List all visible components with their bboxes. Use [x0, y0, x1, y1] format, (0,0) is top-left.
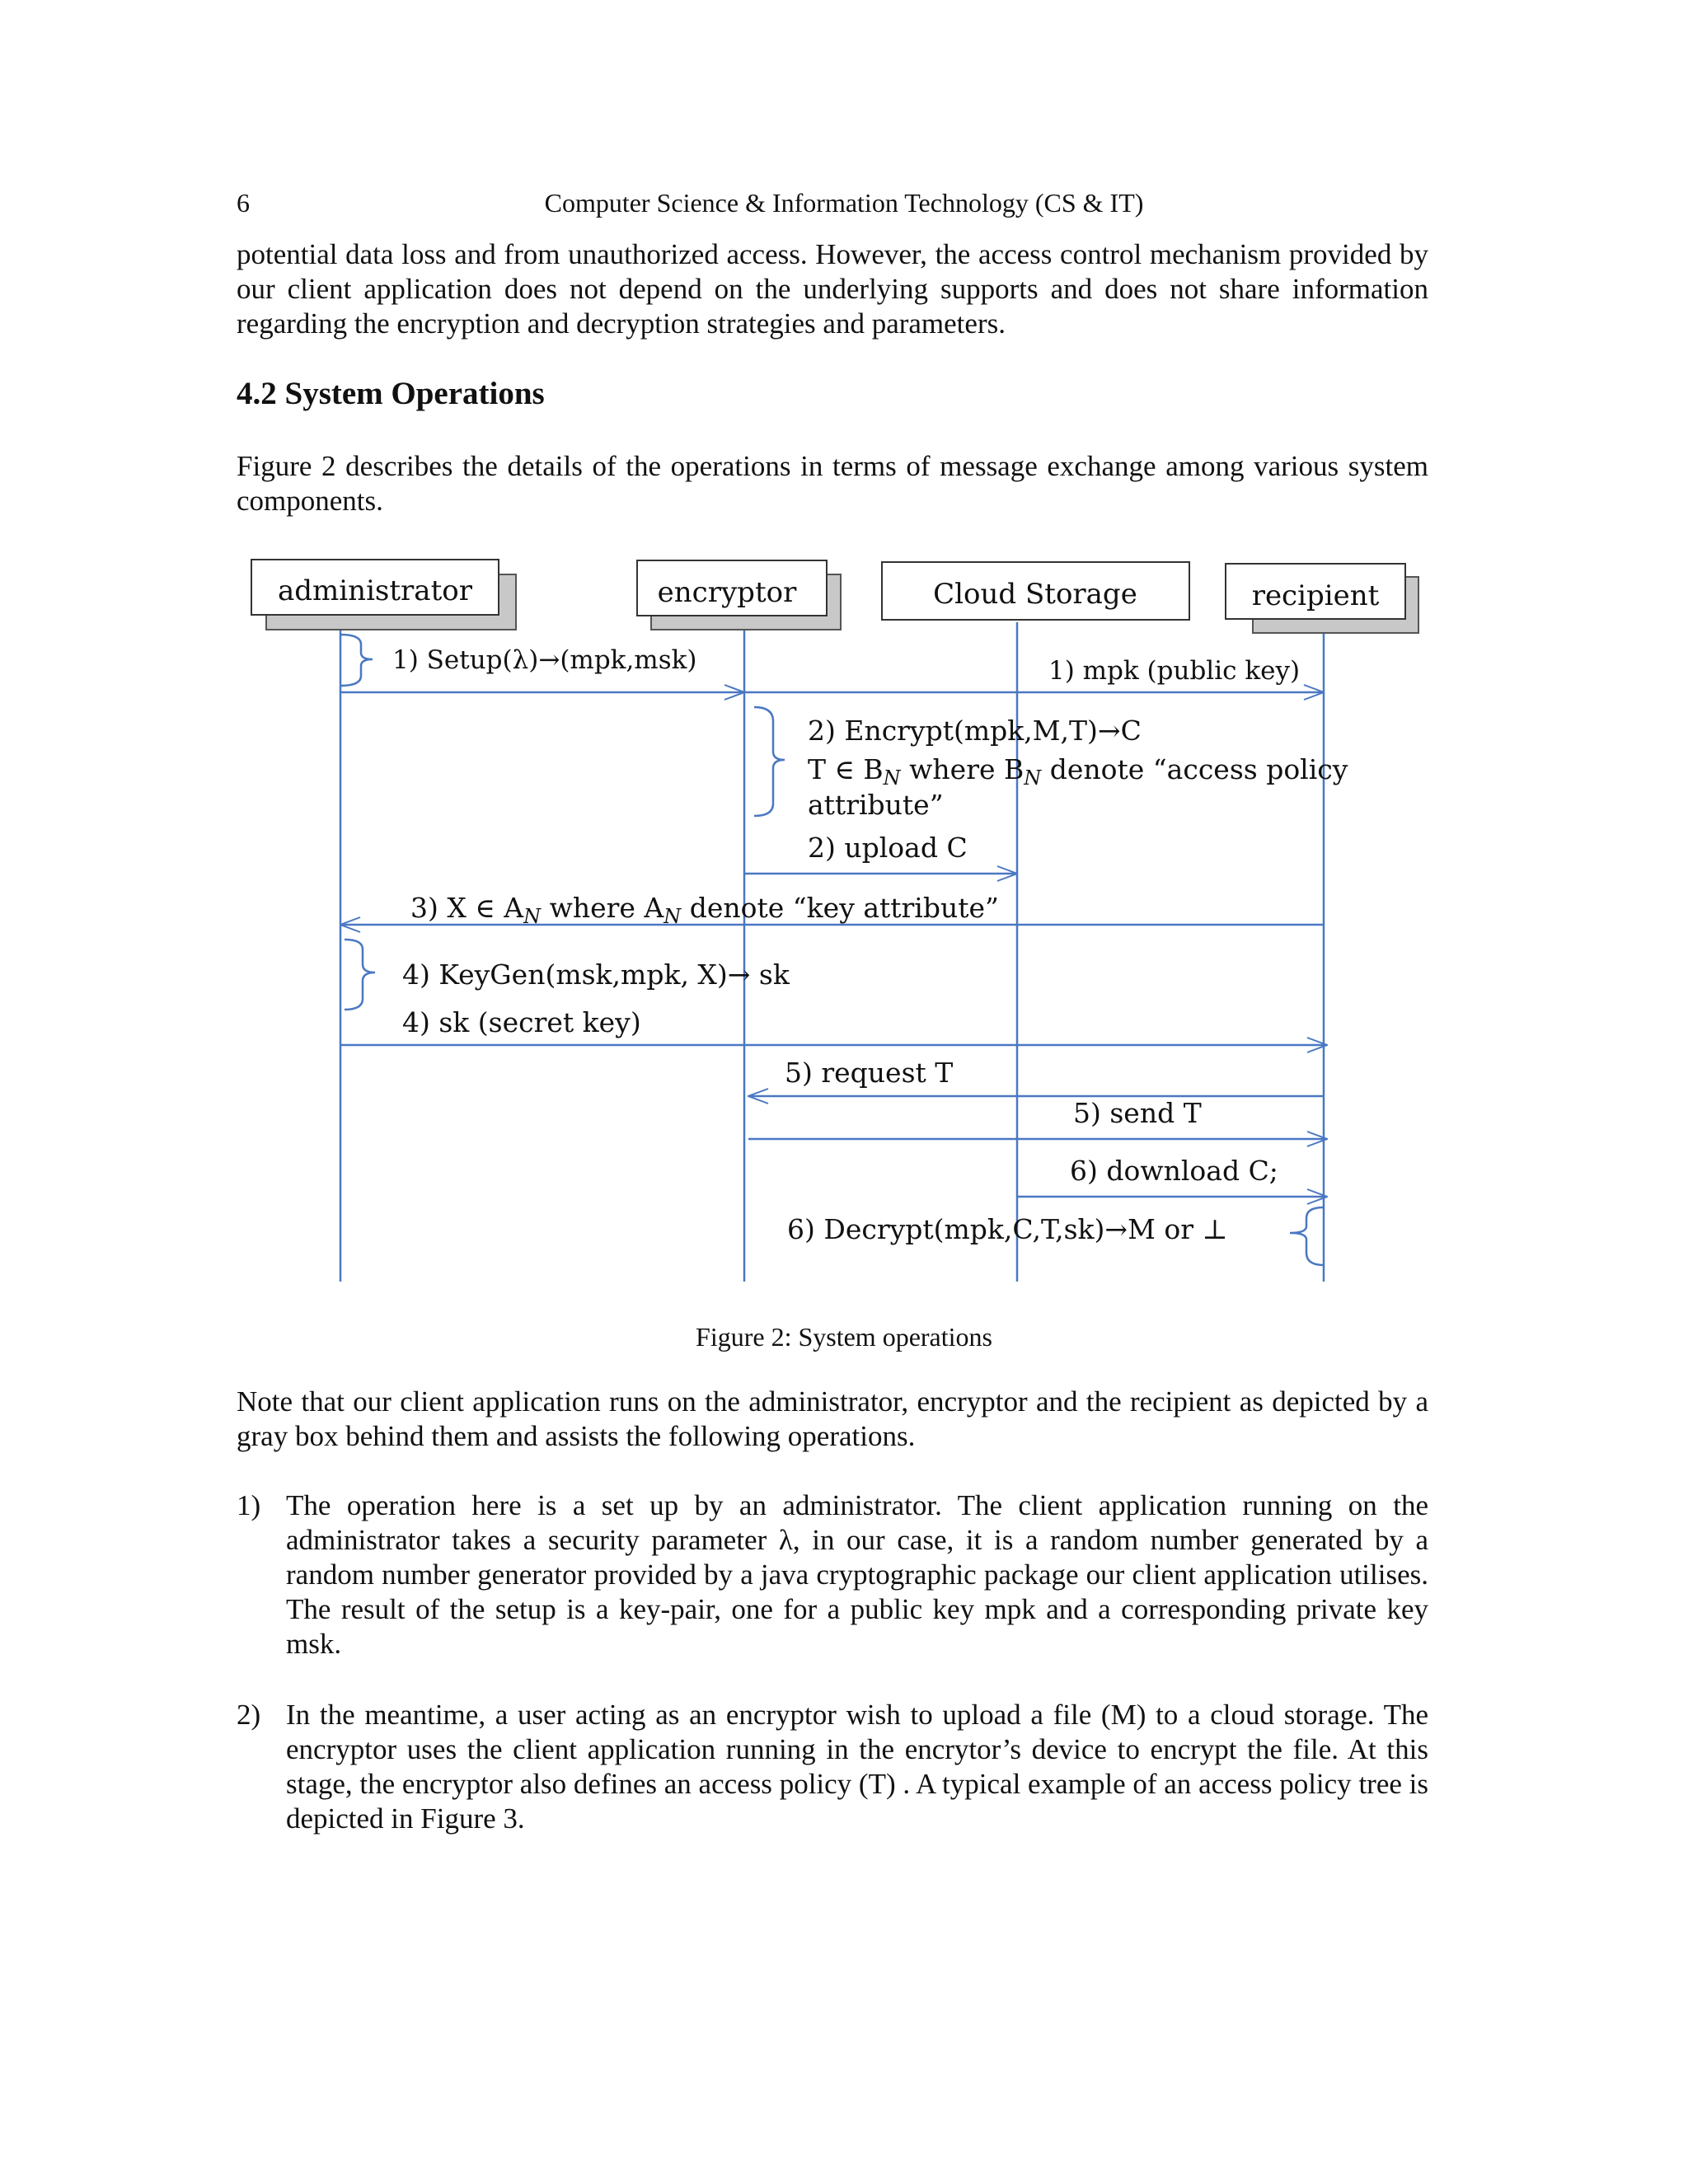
brace-encrypt	[754, 707, 785, 816]
note-paragraph: Note that our client application runs on the administrator, encryptor and the recipient as depicted by a gray box behind them and assists the following operations.	[237, 1385, 1428, 1452]
list-item-number: 2)	[237, 1699, 261, 1731]
list-item	[237, 1488, 1428, 1670]
list-item-number: 1)	[237, 1489, 261, 1521]
brace-keygen	[345, 940, 375, 1010]
msg-encrypt: 2) Encrypt(mpk,M,T)→C	[808, 715, 1142, 747]
actor-administrator	[251, 560, 516, 630]
figure-reference-paragraph: Figure 2 describes the details of the operations in terms of message exchange among various system components.	[237, 450, 1428, 517]
msg-request-t: 5) request T	[785, 1057, 954, 1089]
msg-keygen: 4) KeyGen(msk,mpk, X)→ sk	[402, 958, 790, 991]
actor-recipient	[1226, 564, 1418, 633]
msg-download-c: 6) download C;	[1070, 1155, 1278, 1187]
actor-cloud-storage-label: Cloud Storage	[933, 578, 1137, 611]
brace-decrypt	[1290, 1207, 1324, 1265]
list-item-text: In the meantime, a user acting as an encryptor wish to upload a file (M) to a cloud storage. The encryptor uses the client application running in the encrytor’s device to encrypt the file. At this stage, the encryptor also defines an access policy (T) . A typical example of an access policy tree is depicted in Figure 3.	[286, 1699, 1428, 1835]
msg-setup: 1) Setup(λ)→(mpk,msk)	[392, 645, 697, 675]
actor-cloud-storage	[882, 562, 1189, 620]
actor-administrator-label: administrator	[278, 574, 472, 607]
msg-access-policy: T ∈ $B_N$ where $B_N$ denote “access policy	[808, 753, 1348, 790]
msg-upload: 2) upload C	[808, 832, 968, 864]
actor-encryptor	[637, 560, 841, 630]
figure-caption: Figure 2: System operations	[696, 1322, 992, 1352]
msg-key-attribute: 3) X ∈ $A_N$ where $A_N$ denote “key attribute”	[410, 892, 999, 928]
actor-encryptor-label: encryptor	[657, 576, 797, 609]
brace-setup	[340, 635, 373, 686]
msg-mpk: 1) mpk (public key)	[1048, 656, 1301, 686]
msg-access-policy-cont: attribute”	[808, 789, 944, 821]
section-heading: 4.2 System Operations	[237, 376, 545, 411]
intro-paragraph: potential data loss and from unauthorized access. However, the access control mechanism provided by our client application does not depend on the underlying supports and does not share information regarding the encryption and decryption strategies and parameters.	[237, 238, 1428, 340]
list-item	[237, 1698, 1428, 1846]
msg-decrypt: 6) Decrypt(mpk,C,T,sk)→M or ⊥	[787, 1213, 1228, 1245]
page-number: 6	[237, 188, 250, 218]
list-item-text: The operation here is a set up by an administrator. The client application running on the administrator takes a security parameter λ, in our case, it is a random number generated by a random number generator provided by a java cryptographic package our client application utilises. The result of the setup is a key-pair, one for a public key mpk and a corresponding private key msk.	[286, 1489, 1428, 1660]
msg-secret-key: 4) sk (secret key)	[402, 1006, 641, 1038]
msg-send-t: 5) send T	[1073, 1097, 1202, 1129]
running-header: Computer Science & Information Technology (CS & IT)	[544, 188, 1144, 218]
actor-recipient-label: recipient	[1251, 579, 1380, 612]
